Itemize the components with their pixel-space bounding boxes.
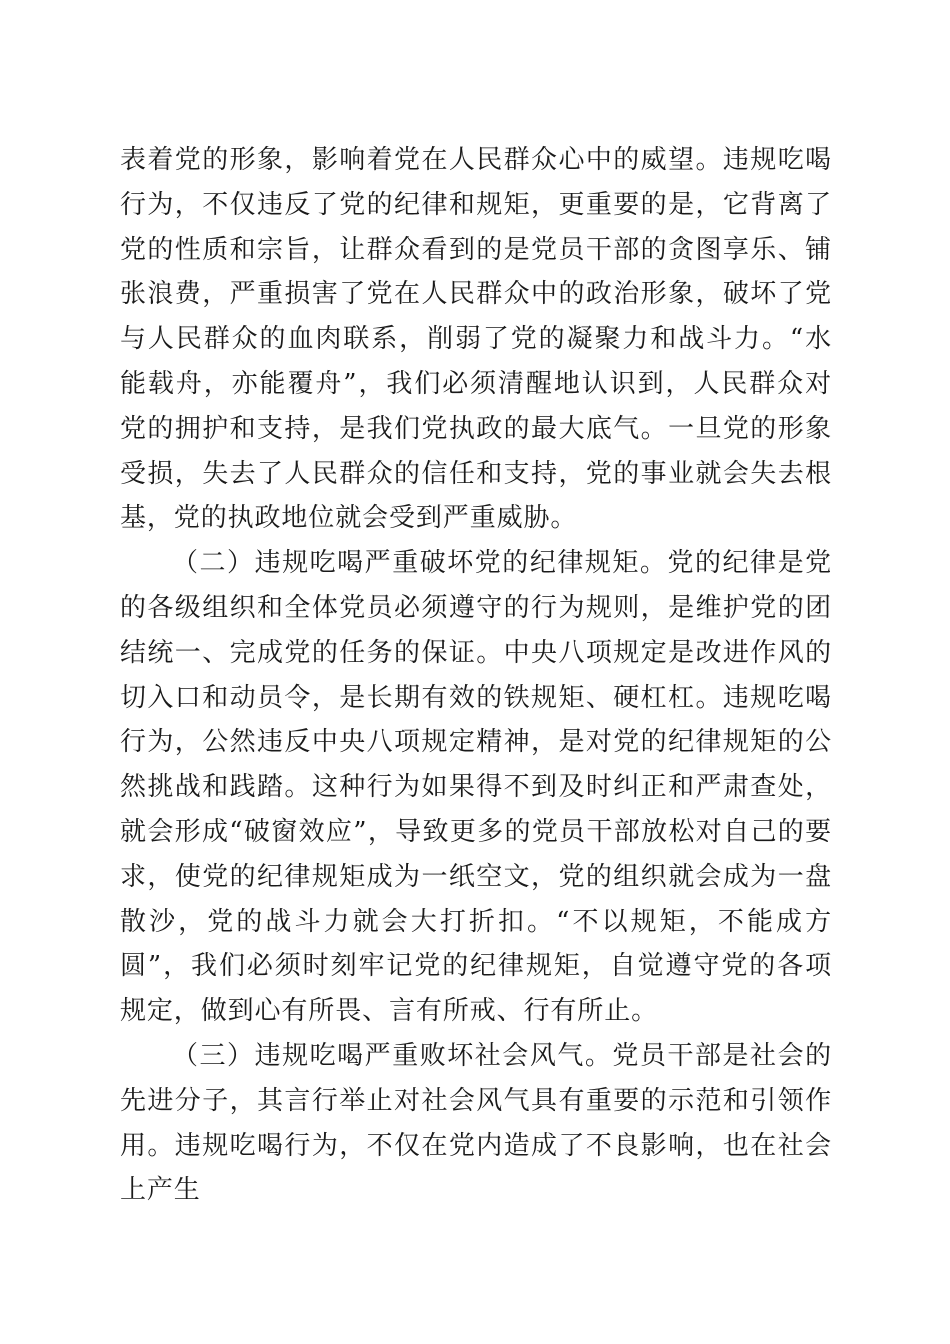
paragraph-3 <box>120 1034 832 1213</box>
paragraph-2 <box>120 541 832 1034</box>
paragraph-2-text: 党的纪律是党的各级组织和全体党员必须遵守的行为规则，是维护党的团结统一、完成党的任务的保证。中央八项规定是改进作风的切入口和动员令，是长期有效的铁规矩、硬杠杠。违规吃喝行为，公然违反中央八项规定精神，是对党的纪律规矩的公然挑战和践踏。这种行为如果得不到及时纠正和严肃查处，就会形成“破窗效应”，导致更多的党员干部放松对自己的要求，使党的纪律规矩成为一纸空文，党的组织就会成为一盘散沙，党的战斗力就会大打折扣。“不以规矩，不能成方圆”，我们必须时刻牢记党的纪律规矩，自觉遵守党的各项规定，做到心有所畏、言有所戒、行有所止。 <box>120 548 832 1027</box>
section-heading-3: （三）违规吃喝严重败坏社会风气。 <box>172 1040 613 1071</box>
section-heading-2: （二）违规吃喝严重破坏党的纪律规矩。 <box>172 548 668 579</box>
paragraph-1 <box>120 138 832 541</box>
paragraph-3-text: 党员干部是社会的先进分子，其言行举止对社会风气具有重要的示范和引领作用。违规吃喝行为，不仅在党内造成了不良影响，也在社会上产生 <box>120 1040 833 1206</box>
document-body <box>120 138 832 1213</box>
paragraph-1-text: 表着党的形象，影响着党在人民群众心中的威望。违规吃喝行为，不仅违反了党的纪律和规矩，更重要的是，它背离了党的性质和宗旨，让群众看到的是党员干部的贪图享乐、铺张浪费，严重损害了党在人民群众中的政治形象，破坏了党与人民群众的血肉联系，削弱了党的凝聚力和战斗力。“水能载舟，亦能覆舟”，我们必须清醒地认识到，人民群众对党的拥护和支持，是我们党执政的最大底气。一旦党的形象受损，失去了人民群众的信任和支持，党的事业就会失去根基，党的执政地位就会受到严重威胁。 <box>120 145 832 534</box>
